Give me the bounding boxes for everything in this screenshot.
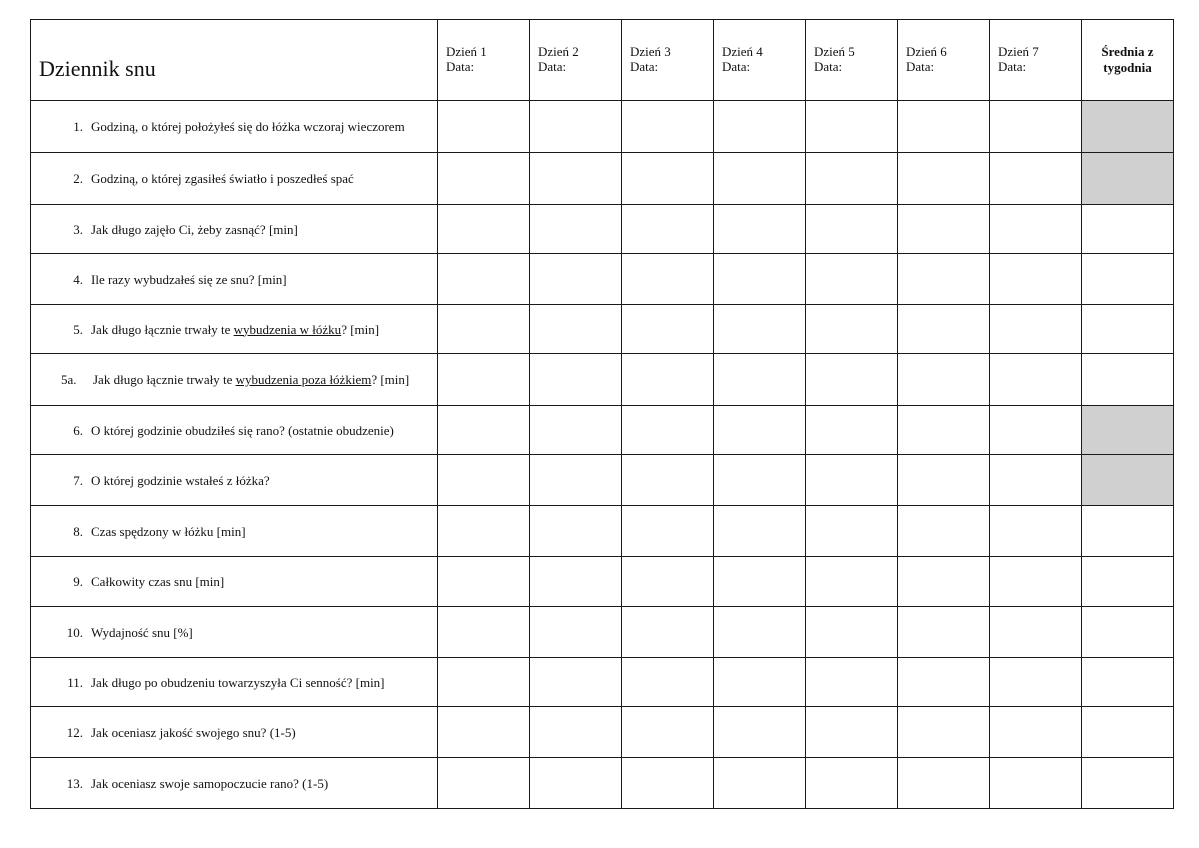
weekly-average-cell[interactable] [1082, 557, 1174, 607]
day-6-entry-cell[interactable] [898, 455, 990, 506]
day-1-header [438, 20, 530, 101]
day-4-entry-cell[interactable] [714, 101, 806, 153]
day-5-entry-cell[interactable] [806, 254, 898, 305]
question-number: 1. [73, 119, 83, 134]
day-7-entry-cell[interactable] [990, 205, 1082, 254]
question-cell [31, 506, 438, 557]
day-3-entry-cell[interactable] [622, 305, 714, 354]
day-6-header [898, 20, 990, 101]
question-row [31, 707, 1174, 758]
day-5-entry-cell[interactable] [806, 658, 898, 707]
day-7-entry-cell[interactable] [990, 101, 1082, 153]
question-number: 4. [73, 271, 83, 287]
question-number: 8. [73, 523, 83, 539]
day-6-label: Dzień 6 [906, 44, 947, 59]
question-cell [31, 557, 438, 607]
day-4-entry-cell[interactable] [714, 305, 806, 354]
question-cell [31, 305, 438, 354]
day-1-entry-cell[interactable] [438, 758, 530, 809]
day-4-entry-cell[interactable] [714, 707, 806, 758]
day-7-header [990, 20, 1082, 101]
day-2-entry-cell[interactable] [530, 153, 622, 205]
day-6-entry-cell[interactable] [898, 205, 990, 254]
question-cell [31, 153, 438, 205]
day-6-entry-cell[interactable] [898, 758, 990, 809]
day-3-entry-cell[interactable] [622, 254, 714, 305]
day-3-label: Dzień 3 [630, 44, 671, 59]
day-3-entry-cell[interactable] [622, 153, 714, 205]
question-text: O której godzinie wstałeś z łóżka? [91, 472, 270, 488]
day-4-entry-cell[interactable] [714, 758, 806, 809]
day-5-entry-cell[interactable] [806, 506, 898, 557]
question-text: Jak długo po obudzeniu towarzyszyła Ci senność? [min] [91, 674, 385, 690]
day-4-label: Dzień 4 [722, 44, 763, 59]
day-7-entry-cell[interactable] [990, 406, 1082, 455]
question-cell [31, 354, 438, 406]
day-5-entry-cell[interactable] [806, 758, 898, 809]
day-4-entry-cell[interactable] [714, 658, 806, 707]
day-4-entry-cell[interactable] [714, 506, 806, 557]
day-2-entry-cell[interactable] [530, 607, 622, 658]
day-7-entry-cell[interactable] [990, 506, 1082, 557]
weekly-average-cell[interactable] [1082, 607, 1174, 658]
day-7-entry-cell[interactable] [990, 557, 1082, 607]
question-row [31, 455, 1174, 506]
question-row [31, 153, 1174, 205]
question-row [31, 254, 1174, 305]
day-6-entry-cell[interactable] [898, 658, 990, 707]
question-row [31, 406, 1174, 455]
question-row [31, 658, 1174, 707]
question-text: Jak długo zajęło Ci, żeby zasnąć? [min] [91, 221, 298, 237]
weekly-average-label-line1: Średnia z [1101, 44, 1154, 59]
weekly-average-cell[interactable] [1082, 506, 1174, 557]
question-row [31, 506, 1174, 557]
day-4-entry-cell[interactable] [714, 153, 806, 205]
sleep-diary-table [30, 19, 1174, 809]
day-3-date-label: Data: [630, 59, 659, 74]
question-number: 6. [73, 422, 83, 438]
day-5-entry-cell[interactable] [806, 101, 898, 153]
question-text: Całkowity czas snu [min] [91, 574, 225, 589]
question-text [93, 370, 437, 389]
day-1-entry-cell[interactable] [438, 254, 530, 305]
day-7-entry-cell[interactable] [990, 254, 1082, 305]
question-cell [31, 406, 438, 455]
weekly-average-cell [1082, 406, 1174, 455]
day-4-date-label: Data: [722, 59, 751, 74]
day-7-entry-cell[interactable] [990, 607, 1082, 658]
question-text: Czas spędzony w łóżku [min] [91, 523, 246, 539]
day-6-entry-cell[interactable] [898, 101, 990, 153]
day-3-entry-cell[interactable] [622, 205, 714, 254]
weekly-average-cell[interactable] [1082, 254, 1174, 305]
day-6-entry-cell[interactable] [898, 506, 990, 557]
day-3-entry-cell[interactable] [622, 101, 714, 153]
day-5-entry-cell[interactable] [806, 205, 898, 254]
day-1-entry-cell[interactable] [438, 153, 530, 205]
question-cell [31, 758, 438, 809]
question-number: 3. [73, 221, 83, 237]
day-2-entry-cell[interactable] [530, 406, 622, 455]
day-6-entry-cell[interactable] [898, 305, 990, 354]
day-6-entry-cell[interactable] [898, 254, 990, 305]
day-6-entry-cell[interactable] [898, 707, 990, 758]
day-2-date-label: Data: [538, 59, 567, 74]
question-number: 7. [73, 472, 83, 488]
day-5-entry-cell[interactable] [806, 305, 898, 354]
day-2-entry-cell[interactable] [530, 305, 622, 354]
day-3-entry-cell[interactable] [622, 607, 714, 658]
weekly-average-label-line2: tygodnia [1103, 60, 1152, 75]
day-1-entry-cell[interactable] [438, 506, 530, 557]
weekly-average-cell[interactable] [1082, 658, 1174, 707]
question-text-part: Jak długo łącznie trwały te [91, 321, 234, 337]
day-3-entry-cell[interactable] [622, 707, 714, 758]
question-cell [31, 707, 438, 758]
question-text: Jak oceniasz jakość swojego snu? (1-5) [91, 724, 296, 740]
question-text: Wydajność snu [%] [91, 624, 193, 640]
day-3-entry-cell[interactable] [622, 455, 714, 506]
day-2-entry-cell[interactable] [530, 205, 622, 254]
day-3-entry-cell[interactable] [622, 758, 714, 809]
day-4-entry-cell[interactable] [714, 254, 806, 305]
question-cell [31, 658, 438, 707]
day-7-date-label: Data: [998, 59, 1027, 74]
day-5-entry-cell[interactable] [806, 153, 898, 205]
day-3-entry-cell[interactable] [622, 557, 714, 607]
weekly-average-cell[interactable] [1082, 305, 1174, 354]
day-7-label: Dzień 7 [998, 44, 1039, 59]
day-1-entry-cell[interactable] [438, 658, 530, 707]
question-cell [31, 254, 438, 305]
day-5-entry-cell[interactable] [806, 557, 898, 607]
day-7-entry-cell[interactable] [990, 305, 1082, 354]
day-5-entry-cell[interactable] [806, 406, 898, 455]
day-2-entry-cell[interactable] [530, 557, 622, 607]
question-cell [31, 607, 438, 658]
day-6-entry-cell[interactable] [898, 557, 990, 607]
question-text-underlined: wybudzenia w łóżku [233, 321, 342, 337]
weekly-average-cell [1082, 455, 1174, 506]
day-7-entry-cell[interactable] [990, 707, 1082, 758]
day-2-entry-cell[interactable] [530, 254, 622, 305]
day-1-entry-cell[interactable] [438, 406, 530, 455]
day-3-entry-cell[interactable] [622, 658, 714, 707]
day-2-entry-cell[interactable] [530, 506, 622, 557]
day-7-entry-cell[interactable] [990, 354, 1082, 406]
question-number: 9. [73, 574, 83, 589]
question-row [31, 205, 1174, 254]
day-1-date-label: Data: [446, 59, 475, 74]
day-5-label: Dzień 5 [814, 44, 855, 59]
day-2-header [530, 20, 622, 101]
question-text [91, 320, 437, 339]
day-2-entry-cell[interactable] [530, 758, 622, 809]
header-row [31, 20, 1174, 101]
question-row [31, 305, 1174, 354]
weekly-average-cell [1082, 153, 1174, 205]
question-row [31, 557, 1174, 607]
day-6-entry-cell[interactable] [898, 406, 990, 455]
day-5-entry-cell[interactable] [806, 354, 898, 406]
day-6-entry-cell[interactable] [898, 354, 990, 406]
day-1-entry-cell[interactable] [438, 305, 530, 354]
weekly-average-cell[interactable] [1082, 707, 1174, 758]
day-1-label: Dzień 1 [446, 44, 487, 59]
day-2-entry-cell[interactable] [530, 455, 622, 506]
day-4-entry-cell[interactable] [714, 557, 806, 607]
question-row [31, 101, 1174, 153]
day-5-entry-cell[interactable] [806, 607, 898, 658]
weekly-average-cell [1082, 101, 1174, 153]
day-1-entry-cell[interactable] [438, 205, 530, 254]
day-2-entry-cell[interactable] [530, 101, 622, 153]
day-4-entry-cell[interactable] [714, 406, 806, 455]
question-text-part: Jak długo łącznie trwały te [93, 372, 236, 387]
question-number: 5a. [61, 372, 77, 387]
day-2-entry-cell[interactable] [530, 707, 622, 758]
day-4-entry-cell[interactable] [714, 205, 806, 254]
question-text: O której godzinie obudziłeś się rano? (ostatnie obudzenie) [91, 422, 394, 438]
day-1-entry-cell[interactable] [438, 557, 530, 607]
question-text-underlined: wybudzenia poza łóżkiem [235, 372, 372, 387]
day-7-entry-cell[interactable] [990, 455, 1082, 506]
diary-title: Dziennik snu [31, 20, 438, 101]
day-1-entry-cell[interactable] [438, 607, 530, 658]
day-5-date-label: Data: [814, 59, 843, 74]
day-4-entry-cell[interactable] [714, 455, 806, 506]
day-3-entry-cell[interactable] [622, 354, 714, 406]
question-number: 12. [66, 724, 83, 740]
question-number: 11. [67, 674, 83, 690]
day-4-header [714, 20, 806, 101]
question-text: Godziną, o której zgasiłeś światło i poszedłeś spać [91, 171, 354, 186]
weekly-average-cell[interactable] [1082, 205, 1174, 254]
question-cell [31, 455, 438, 506]
day-2-label: Dzień 2 [538, 44, 579, 59]
question-text: Godziną, o której położyłeś się do łóżka wczoraj wieczorem [91, 119, 405, 134]
day-6-entry-cell[interactable] [898, 607, 990, 658]
day-6-date-label: Data: [906, 59, 935, 74]
question-number: 10. [66, 624, 83, 640]
day-1-entry-cell[interactable] [438, 101, 530, 153]
day-2-entry-cell[interactable] [530, 354, 622, 406]
day-5-entry-cell[interactable] [806, 455, 898, 506]
day-3-entry-cell[interactable] [622, 406, 714, 455]
weekly-average-cell[interactable] [1082, 354, 1174, 406]
day-3-header [622, 20, 714, 101]
day-7-entry-cell[interactable] [990, 758, 1082, 809]
day-1-entry-cell[interactable] [438, 455, 530, 506]
question-number: 5. [73, 321, 83, 337]
question-row [31, 607, 1174, 658]
day-2-entry-cell[interactable] [530, 658, 622, 707]
question-cell [31, 205, 438, 254]
day-7-entry-cell[interactable] [990, 153, 1082, 205]
question-cell [31, 101, 438, 153]
day-5-header [806, 20, 898, 101]
day-6-entry-cell[interactable] [898, 153, 990, 205]
question-text: Jak oceniasz swoje samopoczucie rano? (1-5) [91, 775, 329, 791]
weekly-average-cell[interactable] [1082, 758, 1174, 809]
question-number: 13. [66, 775, 83, 791]
day-5-entry-cell[interactable] [806, 707, 898, 758]
question-number: 2. [73, 171, 83, 186]
day-7-entry-cell[interactable] [990, 658, 1082, 707]
question-row [31, 354, 1174, 406]
question-text-part: ? [min] [341, 321, 380, 337]
day-1-entry-cell[interactable] [438, 354, 530, 406]
day-4-entry-cell[interactable] [714, 607, 806, 658]
day-4-entry-cell[interactable] [714, 354, 806, 406]
weekly-average-header [1082, 20, 1174, 101]
day-3-entry-cell[interactable] [622, 506, 714, 557]
question-row [31, 758, 1174, 809]
question-text-part: ? [min] [371, 372, 410, 387]
day-1-entry-cell[interactable] [438, 707, 530, 758]
question-text: Ile razy wybudzałeś się ze snu? [min] [91, 271, 287, 287]
